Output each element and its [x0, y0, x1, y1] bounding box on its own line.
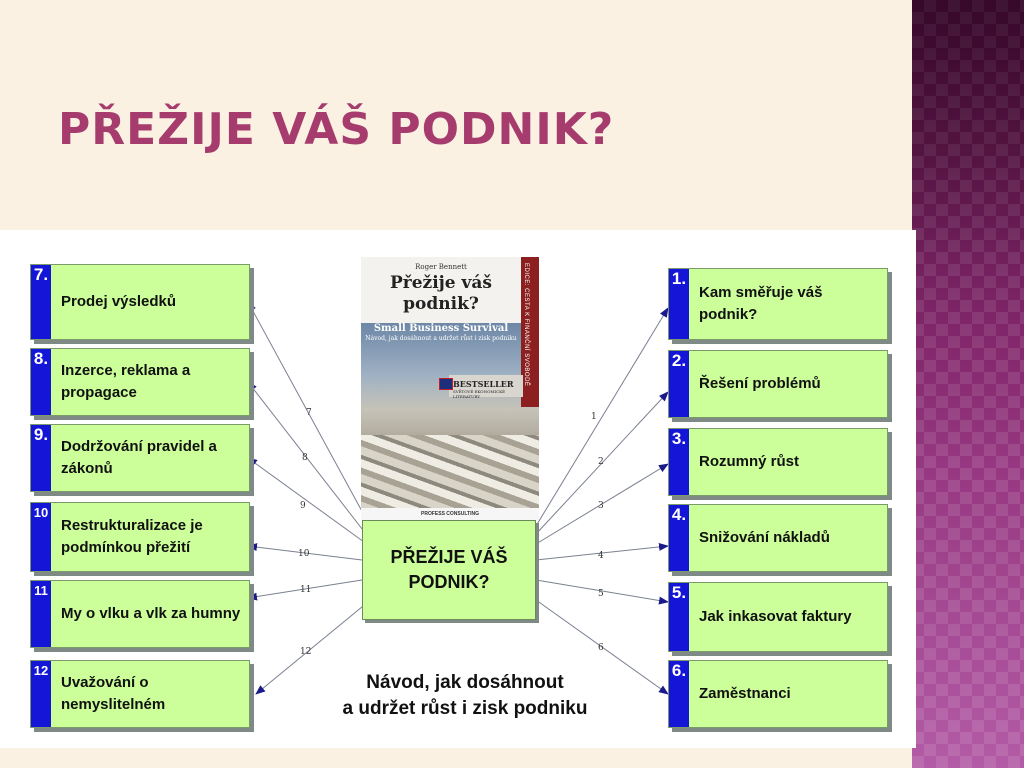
topic-box-4 — [668, 504, 888, 572]
edge-label-7: 7 — [306, 408, 312, 418]
book-subtitle-block — [361, 323, 521, 342]
topic-number: 6. — [669, 661, 689, 727]
edge-label-11: 11 — [300, 585, 312, 595]
topic-label: Prodej výsledků — [61, 293, 177, 310]
topic-box-11 — [30, 580, 250, 648]
topic-box-12 — [30, 660, 250, 728]
diagram-subtitle — [300, 670, 630, 722]
book-author: Roger Bennett — [415, 263, 467, 271]
center-topic-box — [362, 520, 536, 620]
badge-sublabel: SVĚTOVÉ EKONOMICKÉ LITERATURY — [453, 389, 506, 399]
edge-label-1: 1 — [591, 412, 597, 422]
book-spine — [521, 257, 539, 407]
banknotes-illustration — [361, 435, 539, 510]
topic-box-5 — [668, 582, 888, 652]
edge-label-8: 8 — [302, 453, 308, 463]
edge-label-3: 3 — [598, 501, 604, 511]
decorative-sidebar — [912, 0, 1024, 768]
topic-number: 4. — [669, 505, 689, 571]
topic-label: Snižování nákladů — [699, 529, 830, 546]
edge-label-10: 10 — [298, 549, 310, 559]
center-label-line1: PŘEŽIJE VÁŠ — [390, 547, 508, 567]
topic-number: 12 — [31, 661, 51, 727]
topic-label: Řešení problémů — [699, 375, 821, 392]
book-title-panel — [361, 257, 521, 323]
topic-label: Zaměstnanci — [699, 685, 791, 702]
topic-box-1 — [668, 268, 888, 340]
topic-box-6 — [668, 660, 888, 728]
topic-label: Rozumný růst — [699, 453, 800, 470]
subtitle-line2: a udržet růst i zisk podniku — [342, 698, 588, 719]
badge-label: BESTSELLER — [453, 379, 514, 389]
edge-label-5: 5 — [598, 589, 604, 599]
topic-number: 2. — [669, 351, 689, 417]
book-publisher: PROFESS CONSULTING — [361, 508, 539, 520]
topic-label: Uvažování o nemyslitelném — [61, 674, 166, 713]
topic-label: Dodržování pravidel a zákonů — [61, 438, 217, 477]
book-spine-text: EDICE: CESTA K FINANČNÍ SVOBODĚ — [523, 263, 529, 387]
topic-number: 9. — [31, 425, 51, 491]
topic-number: 7. — [31, 265, 51, 339]
uk-flag-icon — [439, 378, 453, 390]
topic-label: Kam směřuje váš podnik? — [699, 284, 823, 323]
edge-label-4: 4 — [598, 551, 604, 561]
topic-box-7 — [30, 264, 250, 340]
topic-number: 11 — [31, 581, 51, 647]
topic-box-10 — [30, 502, 250, 572]
book-title-line2: podnik? — [403, 294, 479, 314]
edge-label-2: 2 — [598, 457, 604, 467]
topic-box-9 — [30, 424, 250, 492]
center-label-line2: PODNIK? — [408, 572, 490, 592]
topic-box-2 — [668, 350, 888, 418]
book-cover-image — [361, 257, 539, 520]
edge-label-12: 12 — [300, 647, 312, 657]
edge-label-9: 9 — [300, 501, 306, 511]
topic-number: 5. — [669, 583, 689, 651]
topic-box-3 — [668, 428, 888, 496]
book-subtitle: Small Business Survival — [373, 323, 509, 334]
diagram-panel — [0, 230, 916, 748]
edge-label-6: 6 — [598, 643, 604, 653]
topic-number: 1. — [669, 269, 689, 339]
edge-1 — [536, 308, 668, 526]
topic-label: Jak inkasovat faktury — [699, 608, 852, 625]
topic-label: Restrukturalizace je podmínkou přežití — [61, 517, 203, 556]
topic-number: 10 — [31, 503, 51, 571]
topic-number: 8. — [31, 349, 51, 415]
topic-label: Inzerce, reklama a propagace — [61, 362, 191, 401]
topic-box-8 — [30, 348, 250, 416]
topic-number: 3. — [669, 429, 689, 495]
book-title-line1: Přežije váš — [389, 273, 493, 293]
subtitle-line1: Návod, jak dosáhnout — [366, 672, 564, 693]
slide-title: PŘEŽIJE VÁŠ PODNIK? — [58, 104, 615, 155]
book-tagline: Návod, jak dosáhnout a udržet růst i zisk podniku — [365, 335, 517, 342]
topic-label: My o vlku a vlk za humny — [61, 605, 241, 622]
edge-9 — [248, 458, 364, 542]
bestseller-badge — [449, 375, 523, 397]
